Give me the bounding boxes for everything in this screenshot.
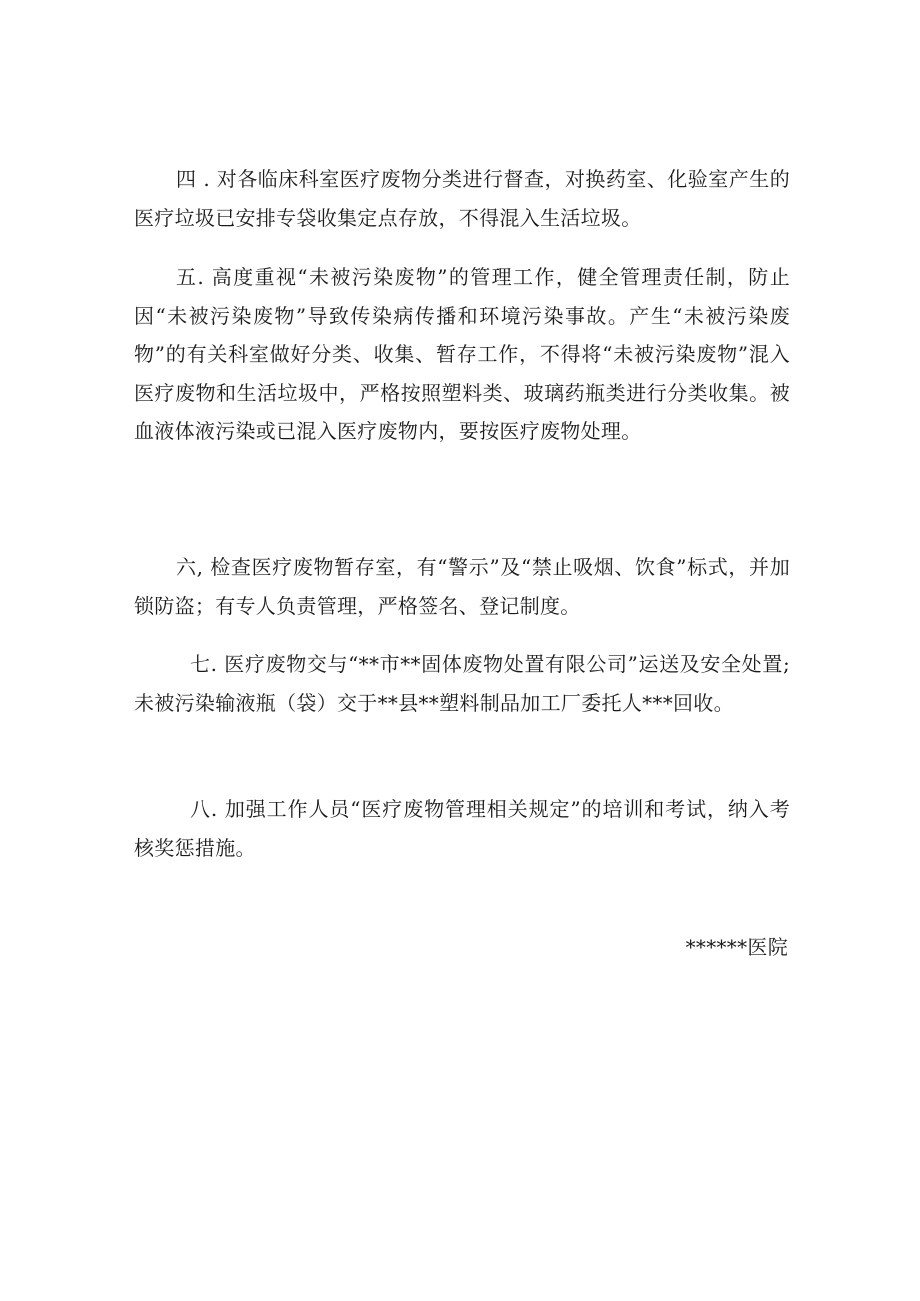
paragraph-item-4: 四 . 对各临床科室医疗废物分类进行督查，对换药室、化验室产生的医疗垃圾已安排专袋收集定点存放，不得混入生活垃圾。 [134,167,790,230]
paragraph-item-8: 八. 加强工作人员“医疗废物管理相关规定”的培训和考试，纳入考核奖惩措施。 [134,797,790,860]
hospital-signature: ******医院 [685,935,788,959]
paragraph-item-6: 六, 检查医疗废物暂存室，有“警示”及“禁止吸烟、饮食”标式，并加锁防盗；有专人负责管理，严格签名、登记制度。 [134,555,790,618]
paragraph-item-5: 五. 高度重视“未被污染废物”的管理工作，健全管理责任制，防止因“未被污染废物”导致传染病传播和环境污染事故。产生“未被污染废物”的有关科室做好分类、收集、暂存工作，不得将“未被污染废物”混入医疗废物和生活垃圾中，严格按照塑料类、玻璃药瓶类进行分类收集。被血液体液污染或已混入医疗废物内，要按医疗废物处理。 [134,265,790,443]
paragraph-item-7: 七. 医疗废物交与“**市**固体废物处置有限公司”运送及安全处置; 未被污染输液瓶（袋）交于**县**塑料制品加工厂委托人***回收。 [134,652,790,715]
